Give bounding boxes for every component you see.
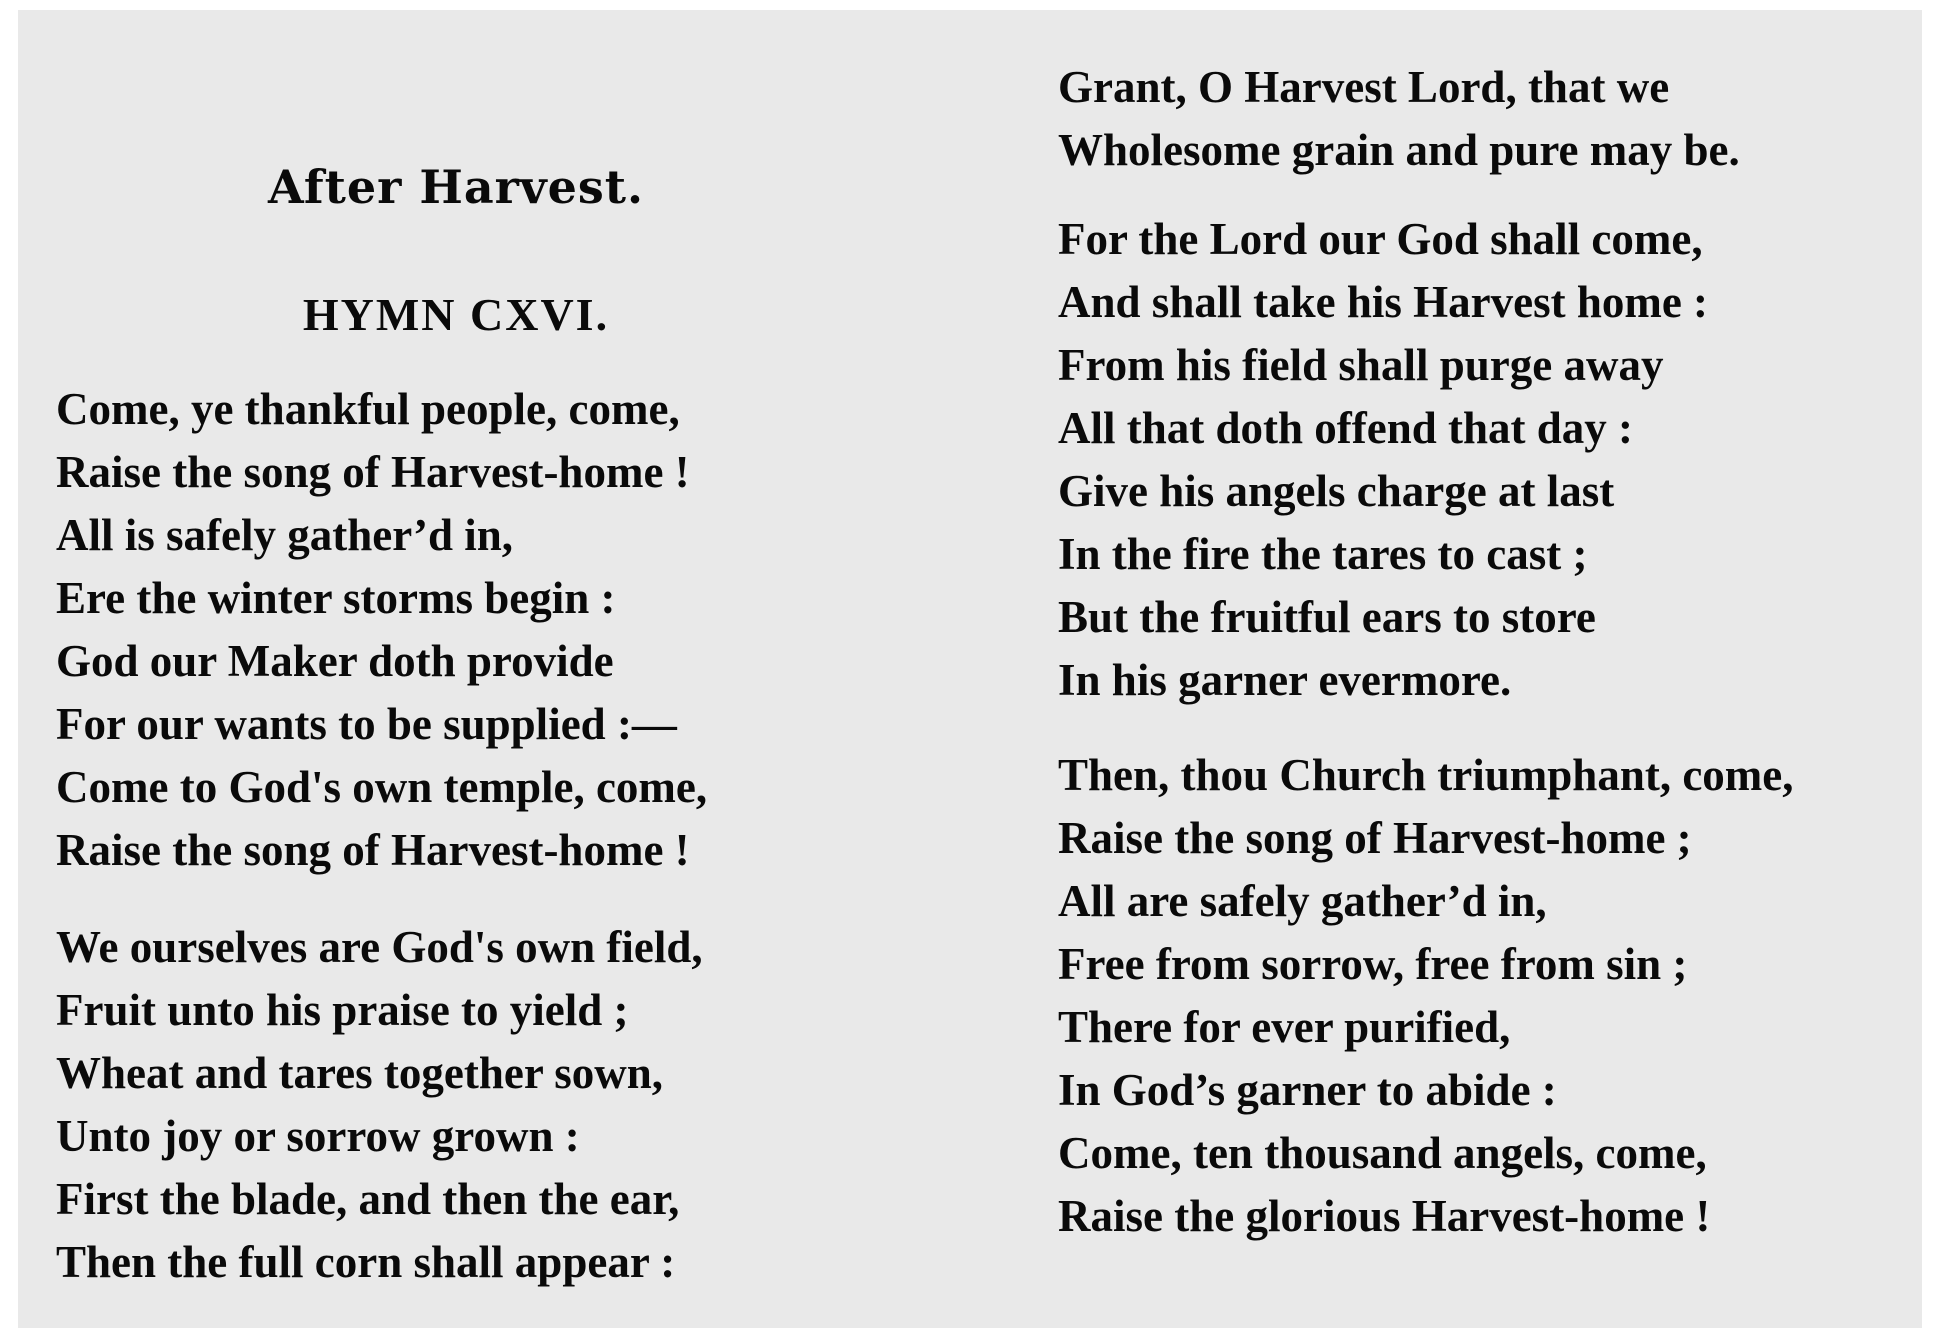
verse-line: And shall take his Harvest home : (1058, 277, 1709, 327)
verse-line: In his garner evermore. (1058, 655, 1512, 705)
verse-line: Raise the glorious Harvest-home ! (1058, 1191, 1711, 1241)
verse-line: God our Maker doth provide (56, 636, 614, 686)
verse-line: But the fruitful ears to store (1058, 592, 1596, 642)
verse-line: Grant, O Harvest Lord, that we (1058, 62, 1670, 112)
verse-line: Free from sorrow, free from sin ; (1058, 939, 1688, 989)
verse-line: Come to God's own temple, come, (56, 762, 708, 812)
section-title: After Harvest. (267, 160, 645, 214)
verse-line: Unto joy or sorrow grown : (56, 1111, 580, 1161)
verse-line: In the fire the tares to cast ; (1058, 529, 1588, 579)
verse-line: All are safely gather’d in, (1058, 876, 1547, 926)
verse-line: Come, ye thankful people, come, (56, 384, 680, 434)
verse-line: Raise the song of Harvest-home ; (1058, 813, 1692, 863)
verse-line: Raise the song of Harvest-home ! (56, 825, 690, 875)
stanza-1 (56, 378, 707, 882)
verse-line: There for ever purified, (1058, 1002, 1511, 1052)
verse-line: Fruit unto his praise to yield ; (56, 985, 629, 1035)
verse-line: In God’s garner to abide : (1058, 1065, 1557, 1115)
verse-line: All that doth offend that day : (1058, 403, 1634, 453)
stanza-2-part-2 (1058, 56, 1740, 182)
verse-line: Wholesome grain and pure may be. (1058, 125, 1740, 175)
verse-line: Then, thou Church triumphant, come, (1058, 750, 1794, 800)
verse-line: Then the full corn shall appear : (56, 1237, 676, 1287)
stanza-2-part-1 (56, 916, 703, 1294)
verse-line: Give his angels charge at last (1058, 466, 1615, 516)
hymn-number: HYMN CXVI. (302, 289, 610, 340)
verse-line: Come, ten thousand angels, come, (1058, 1128, 1707, 1178)
verse-line: Wheat and tares together sown, (56, 1048, 664, 1098)
hymn-page (18, 10, 1922, 1328)
verse-line: All is safely gather’d in, (56, 510, 514, 560)
verse-line: We ourselves are God's own field, (56, 922, 703, 972)
verse-line: First the blade, and then the ear, (56, 1174, 680, 1224)
verse-line: For the Lord our God shall come, (1058, 214, 1703, 264)
stanza-4 (1058, 744, 1794, 1248)
verse-line: For our wants to be supplied :— (56, 699, 677, 749)
verse-line: Raise the song of Harvest-home ! (56, 447, 690, 497)
stanza-3 (1058, 208, 1708, 712)
verse-line: Ere the winter storms begin : (56, 573, 616, 623)
verse-line: From his field shall purge away (1058, 340, 1664, 390)
